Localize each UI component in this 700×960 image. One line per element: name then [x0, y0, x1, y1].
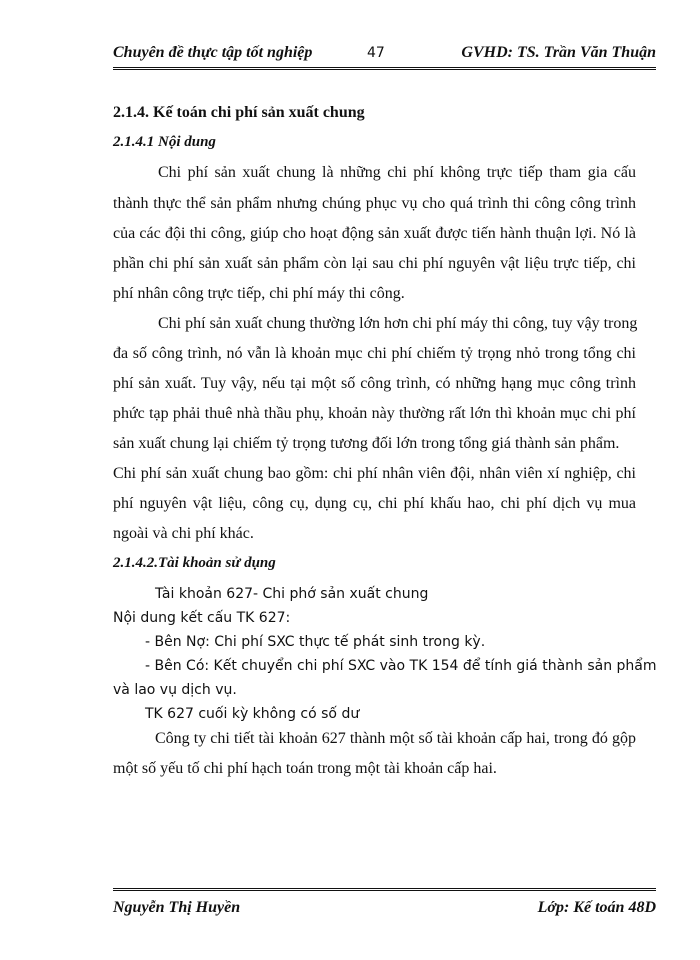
subsection-heading-account: 2.1.4.2.Tài khoản sử dụng	[113, 555, 276, 571]
paragraph-line: Chi phí sản xuất chung bao gồm: chi phí nhân viên đội, nhân viên xí nghiệp, chi	[113, 465, 636, 482]
paragraph-line: Chi phí sản xuất chung là những chi phí không trực tiếp tham gia cấu	[158, 164, 636, 181]
footer-rule	[113, 888, 656, 893]
paragraph-line: phức tạp phải thuê nhà thầu phụ, khoản này thường rất lớn thì khoản mục chi phí	[113, 405, 636, 422]
paragraph-line: Công ty chi tiết tài khoản 627 thành một số tài khoản cấp hai, trong đó gộp	[155, 730, 636, 747]
header-rule	[113, 67, 656, 72]
paragraph-line: của các đội thi công, giúp cho hoạt động sản xuất được tiến hành thuận lợi. Nó là	[113, 225, 636, 242]
header-advisor: GVHD: TS. Trần Văn Thuận	[461, 44, 656, 61]
footer-author: Nguyễn Thị Huyền	[113, 899, 241, 916]
paragraph-line: phần chi phí sản xuất sản phẩm còn lại sau chi phí nguyên vật liệu trực tiếp, chi	[113, 255, 636, 272]
paragraph-line: sản xuất chung lại chiếm tỷ trọng tương đối lớn trong tổng giá thành sản phẩm.	[113, 435, 620, 452]
paragraph-line: phí sản xuất. Tuy vậy, nếu tại một số công trình, có những hạng mục công trình	[113, 375, 636, 392]
credit-side: - Bên Có: Kết chuyển chi phí SXC vào TK 154 để tính giá thành sản phẩm	[145, 658, 657, 674]
paragraph-line: phí nguyên vật liệu, công cụ, dụng cụ, chi phí khấu hao, chi phí dịch vụ mua	[113, 495, 636, 512]
footer-class: Lớp: Kế toán 48D	[537, 899, 656, 916]
debit-side: - Bên Nợ: Chi phí SXC thực tế phát sinh trong kỳ.	[145, 634, 486, 650]
paragraph-line: thành thực thể sản phẩm nhưng chúng phục vụ cho quá trình thi công công trình	[113, 195, 636, 212]
paragraph-line: Chi phí sản xuất chung thường lớn hơn chi phí máy thi công, tuy vậy trong	[158, 315, 638, 332]
paragraph-line: ngoài và chi phí khác.	[113, 525, 254, 542]
account-name: Tài khoản 627- Chi phớ sản xuất chung	[155, 586, 429, 602]
paragraph-line: phí nhân công trực tiếp, chi phí máy thi công.	[113, 285, 405, 302]
section-heading: 2.1.4. Kế toán chi phí sản xuất chung	[113, 104, 365, 121]
header-title: Chuyên đề thực tập tốt nghiệp	[113, 44, 313, 61]
page-number: 47	[367, 45, 385, 61]
no-balance-note: TK 627 cuối kỳ không có số dư	[145, 706, 360, 722]
structure-label: Nội dung kết cấu TK 627:	[113, 610, 291, 626]
page-header	[113, 44, 656, 66]
paragraph-line: một số yếu tố chi phí hạch toán trong một tài khoản cấp hai.	[113, 760, 497, 777]
paragraph-line: đa số công trình, nó vẫn là khoản mục chi phí chiếm tỷ trọng nhỏ trong tổng chi	[113, 345, 636, 362]
subsection-heading-content: 2.1.4.1 Nội dung	[113, 134, 216, 150]
credit-side-continued: và lao vụ dịch vụ.	[113, 682, 237, 698]
